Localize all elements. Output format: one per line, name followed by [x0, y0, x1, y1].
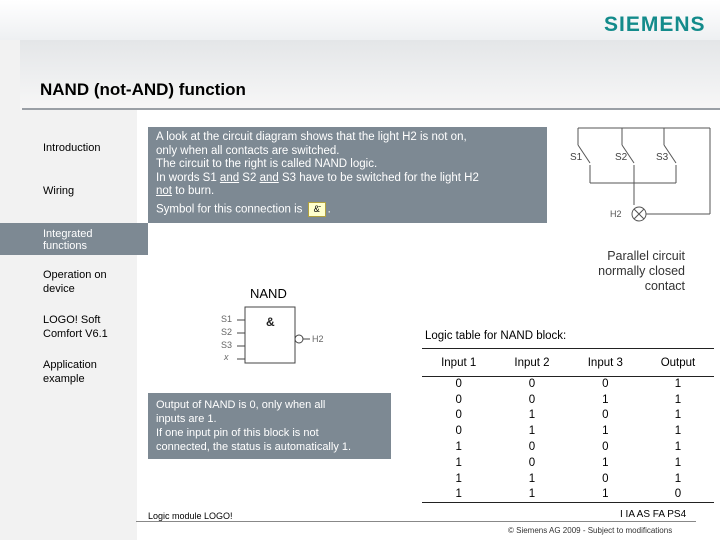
circuit-diagram [560, 125, 720, 235]
header-input-3: Input 3 [569, 349, 642, 377]
table-cell: 1 [674, 409, 682, 422]
output-note-line: Output of NAND is 0, only when all [156, 399, 326, 411]
intro-text: In words S1 [156, 171, 220, 184]
table-row [422, 408, 714, 424]
intro-emphasis: and [259, 171, 279, 184]
block-input-s2: S2 [221, 327, 233, 337]
output-note-line: connected, the status is automatically 1. [156, 441, 352, 453]
table-row [422, 377, 714, 393]
block-input-x: x [224, 352, 229, 362]
footer-copyright: © Siemens AG 2009 - Subject to modifications [508, 526, 673, 535]
table-cell: 0 [455, 425, 462, 438]
circuit-s2-label: S2 [615, 152, 628, 163]
table-cell: 0 [602, 409, 609, 422]
table-cell: 0 [455, 409, 462, 422]
footer-module-name: Logic module LOGO! [148, 511, 233, 521]
nav-item-logo-soft-comfort[interactable]: LOGO! Soft Comfort V6.1 [43, 314, 108, 340]
intro-emphasis: not [156, 185, 172, 197]
table-cell: 1 [674, 456, 682, 469]
title-divider [22, 108, 720, 110]
output-note-line: inputs are 1. [156, 413, 217, 425]
table-cell: 1 [674, 425, 682, 438]
table-cell: 1 [528, 472, 536, 485]
intro-text-box [148, 127, 547, 223]
block-and-symbol: & [266, 315, 275, 329]
table-cell: 1 [674, 441, 682, 454]
table-cell: 0 [602, 441, 609, 454]
block-output-h2: H2 [312, 334, 324, 344]
nav-item-integrated-functions-label: Integrated functions [43, 228, 93, 252]
table-cell: 1 [455, 472, 462, 485]
table-cell: 0 [602, 378, 609, 391]
header-output: Output [642, 349, 714, 377]
nav-item-introduction[interactable]: Introduction [43, 142, 101, 154]
table-cell: 1 [528, 409, 536, 422]
intro-emphasis: and [219, 171, 240, 184]
table-cell: 0 [602, 472, 609, 485]
intro-text: . [327, 203, 331, 216]
footer-divider [136, 521, 696, 522]
table-cell: 1 [422, 487, 495, 503]
circuit-s1-label: S1 [570, 152, 583, 163]
table-cell: 1 [602, 425, 609, 438]
intro-line: only when all contacts are switched. [156, 144, 340, 157]
table-row [422, 471, 714, 487]
table-cell: 0 [455, 378, 462, 391]
intro-line: A look at the circuit diagram shows that the light H2 is not on, [156, 131, 467, 143]
intro-text: S3 have to be switched for the light H2 [278, 171, 479, 184]
table-cell: 0 [528, 441, 536, 454]
table-cell: 1 [674, 393, 682, 406]
table-cell: 1 [674, 378, 682, 391]
output-note-box [148, 393, 391, 459]
table-cell: 1 [569, 487, 642, 503]
table-cell: 1 [674, 472, 682, 485]
siemens-logo: SIEMENS [604, 13, 706, 36]
intro-text: Symbol for this connection is [156, 203, 303, 216]
logic-table-header-row [422, 349, 714, 377]
table-cell: 0 [528, 456, 536, 469]
intro-line [156, 172, 539, 186]
table-cell: 0 [642, 487, 714, 503]
nand-symbol-icon: &̄ [308, 202, 326, 217]
table-row [422, 424, 714, 440]
block-input-s3: S3 [221, 340, 233, 350]
header-input-1: Input 1 [422, 349, 495, 377]
nav-item-wiring[interactable]: Wiring [43, 185, 75, 197]
table-row [422, 440, 714, 456]
table-cell: 1 [495, 487, 568, 503]
intro-text: S2 [239, 171, 260, 184]
logic-table-title: Logic table for NAND block: [425, 330, 567, 342]
table-cell: 1 [602, 393, 609, 406]
table-cell: 1 [455, 456, 462, 469]
logic-table [422, 348, 714, 503]
nand-heading: NAND [250, 286, 287, 301]
table-cell: 0 [528, 393, 536, 406]
page-title: NAND (not-AND) function [40, 80, 246, 99]
nav-item-application-example[interactable]: Application example [43, 359, 97, 385]
table-cell: 1 [455, 441, 462, 454]
table-row [422, 487, 714, 503]
block-input-s1: S1 [221, 314, 233, 324]
table-cell: 0 [528, 378, 536, 391]
footer-doc-code: I IA AS FA PS4 [620, 509, 687, 520]
table-cell: 1 [602, 456, 609, 469]
intro-line: The circuit to the right is called NAND logic. [156, 158, 378, 170]
intro-line [156, 185, 539, 199]
header-input-2: Input 2 [495, 349, 568, 377]
intro-line [156, 202, 539, 217]
table-row [422, 455, 714, 471]
circuit-s3-label: S3 [656, 152, 669, 163]
circuit-caption: Parallel circuit normally closed contact [598, 249, 685, 293]
nav-item-operation-on-device[interactable]: Operation on device [43, 269, 107, 295]
table-cell: 1 [528, 425, 536, 438]
table-cell: 0 [455, 393, 462, 406]
output-note-line: If one input pin of this block is not [156, 427, 319, 439]
table-row [422, 392, 714, 408]
intro-text: to burn. [172, 185, 215, 197]
circuit-lamp-label: H2 [610, 209, 622, 219]
